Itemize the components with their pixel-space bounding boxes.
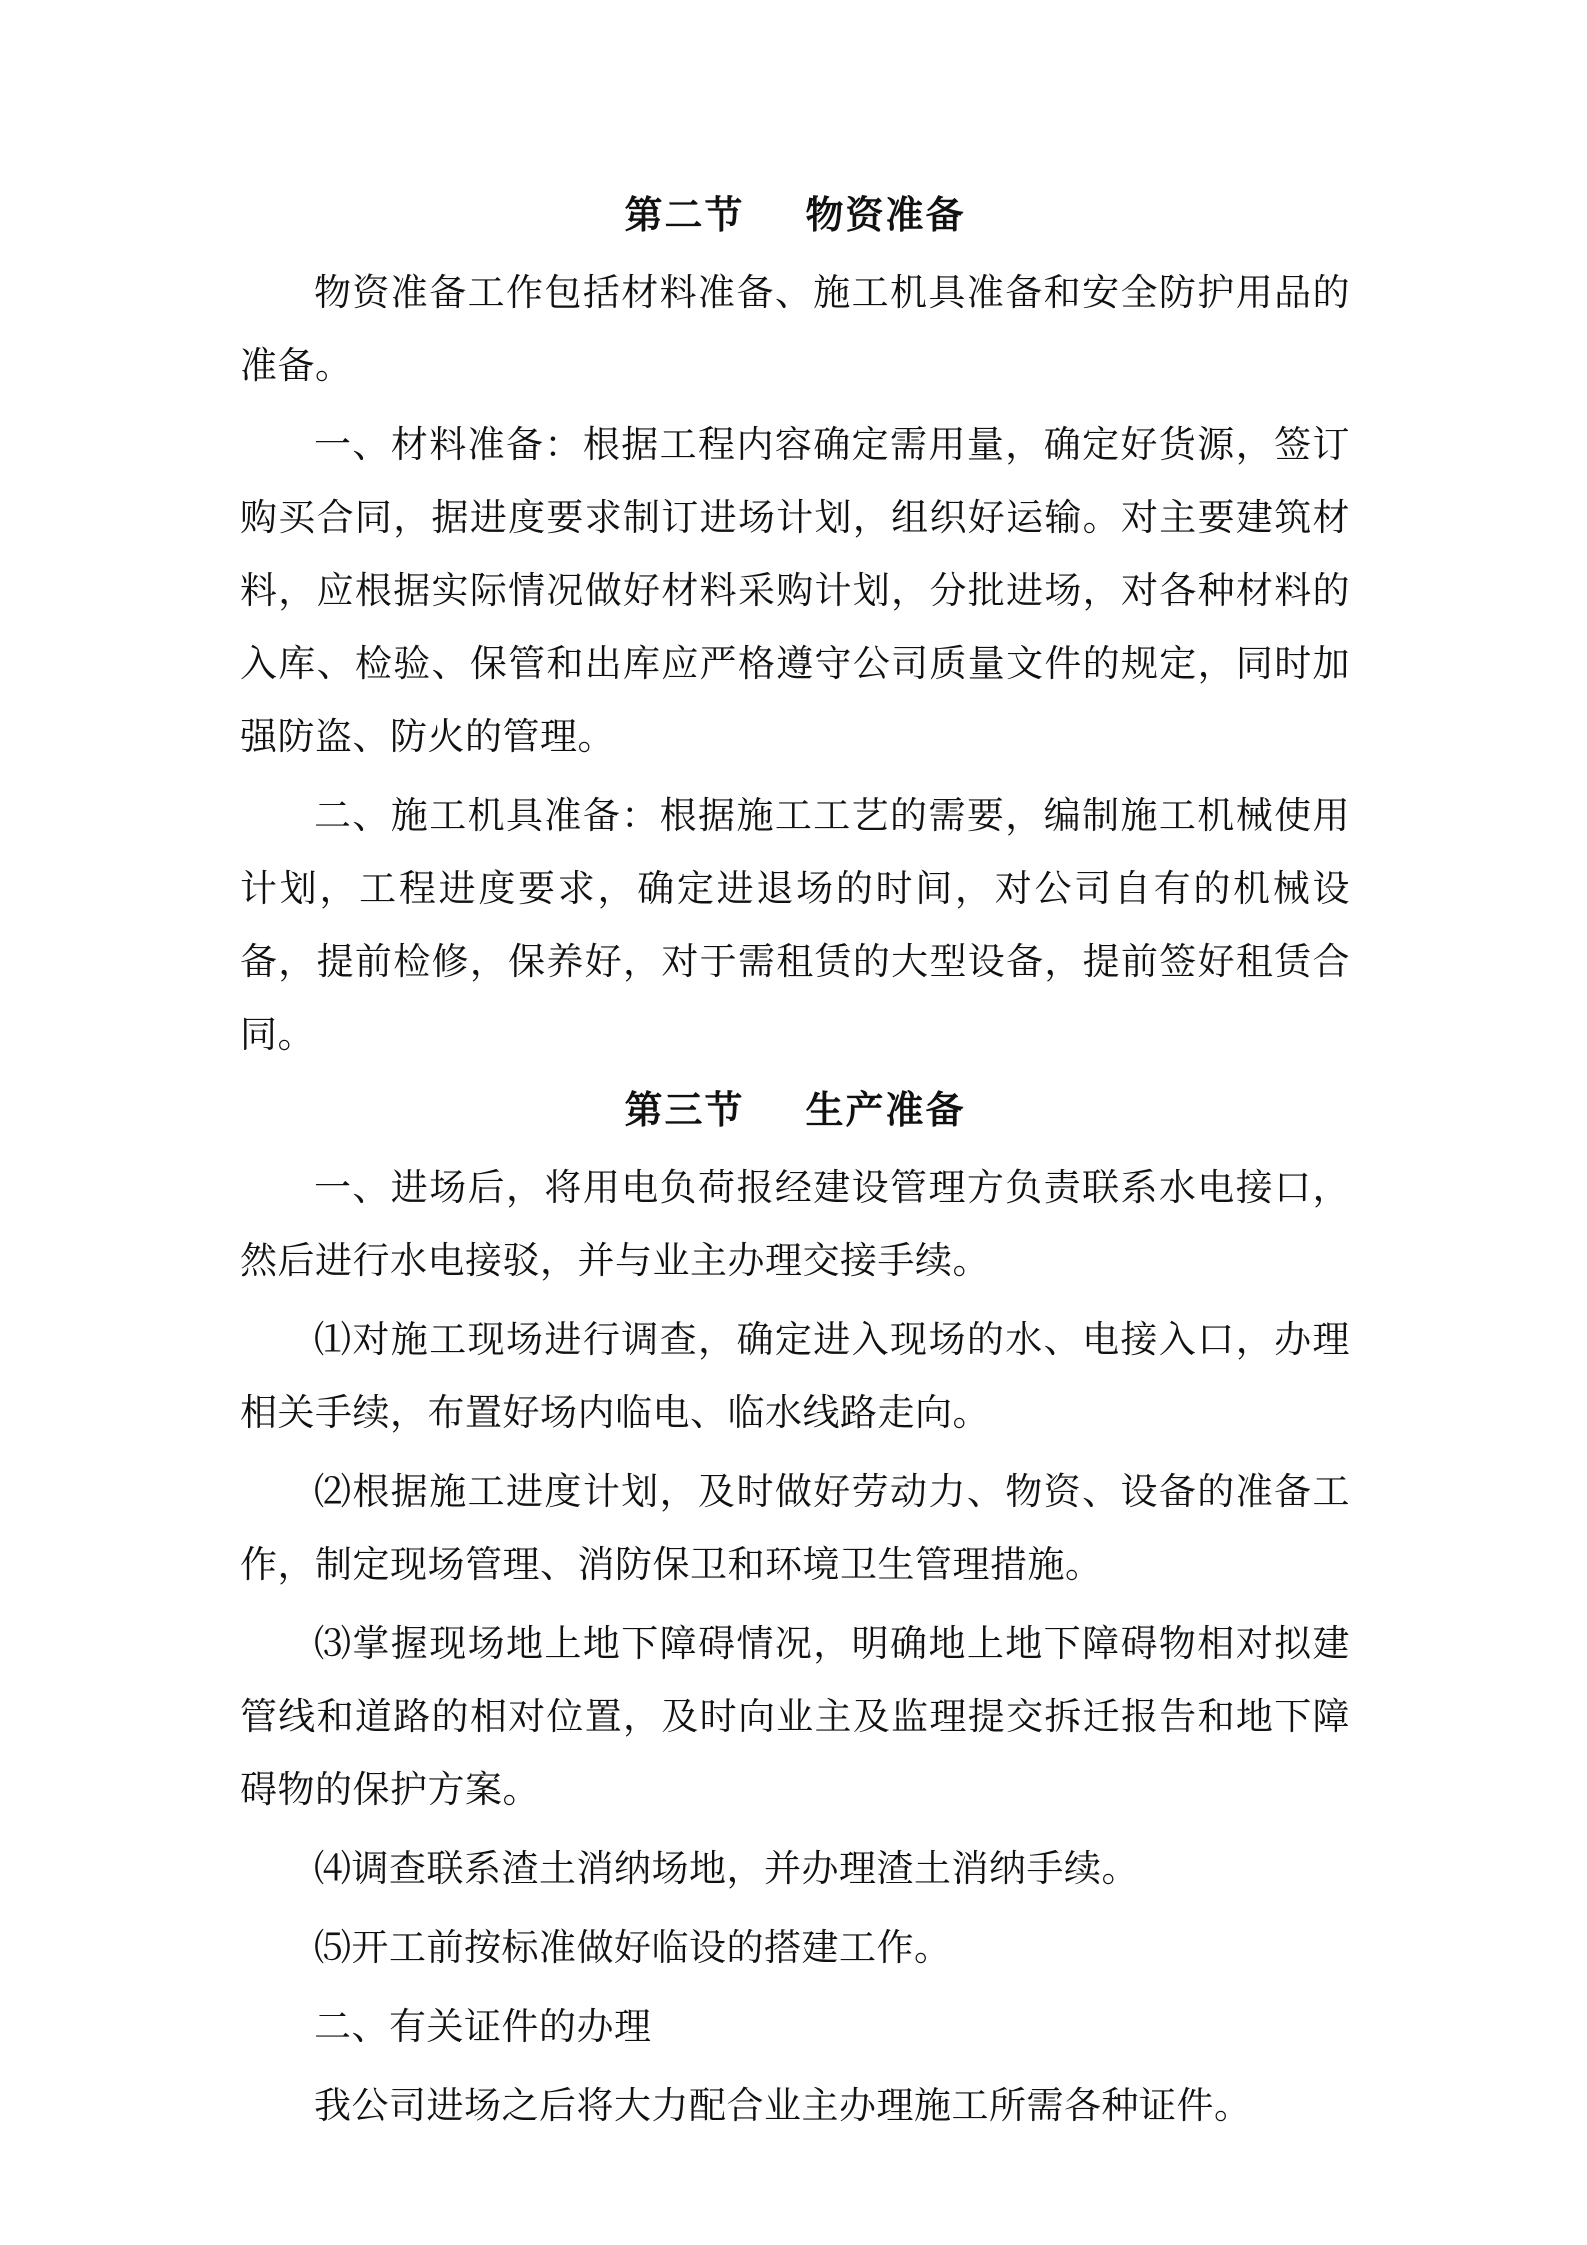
paragraph-item-2: ⑵根据施工进度计划，及时做好劳动力、物资、设备的准备工作，制定现场管理、消防保卫和环境卫生管理措施。 [240,1470,1350,1586]
paragraph-item-3: ⑶掌握现场地上地下障碍情况，明确地上地下障碍物相对拟建管线和道路的相对位置，及时向业主及监理提交拆迁报告和地下障碍物的保护方案。 [240,1622,1350,1811]
paragraph-equipment-prep: 二、施工机具准备：根据施工工艺的需要，编制施工机械使用计划，工程进度要求，确定进退场的时间，对公司自有的机械设备，提前检修，保养好，对于需租赁的大型设备，提前签好租赁合同。 [240,794,1350,1056]
document-body [240,182,1350,2142]
paragraph-permits-heading: 二、有关证件的办理 [314,2005,652,2048]
section-heading-materials: 第二节 物资准备 [624,192,966,237]
paragraph-site-entry: 一、进场后，将用电负荷报经建设管理方负责联系水电接口，然后进行水电接驳，并与业主办理交接手续。 [240,1166,1350,1282]
paragraph-material-prep: 一、材料准备：根据工程内容确定需用量，确定好货源，签订购买合同，据进度要求制订进场计划，组织好运输。对主要建筑材料，应根据实际情况做好材料采购计划，分批进场，对各种材料的入库、检验、保管和出库应严格遵守公司质量文件的规定，同时加强防盗、防火的管理。 [240,423,1350,758]
paragraph-item-1: ⑴对施工现场进行调查，确定进入现场的水、电接入口，办理相关手续，布置好场内临电、临水线路走向。 [240,1318,1350,1434]
section-heading-production: 第三节 生产准备 [624,1087,966,1132]
paragraph-item-4: ⑷调查联系渣土消纳场地，并办理渣土消纳手续。 [314,1847,1139,1890]
paragraph-permits-body: 我公司进场之后将大力配合业主办理施工所需各种证件。 [314,2084,1252,2127]
paragraph-item-5: ⑸开工前按标准做好临设的搭建工作。 [314,1926,952,1969]
paragraph-materials-intro: 物资准备工作包括材料准备、施工机具准备和安全防护用品的准备。 [240,271,1350,387]
